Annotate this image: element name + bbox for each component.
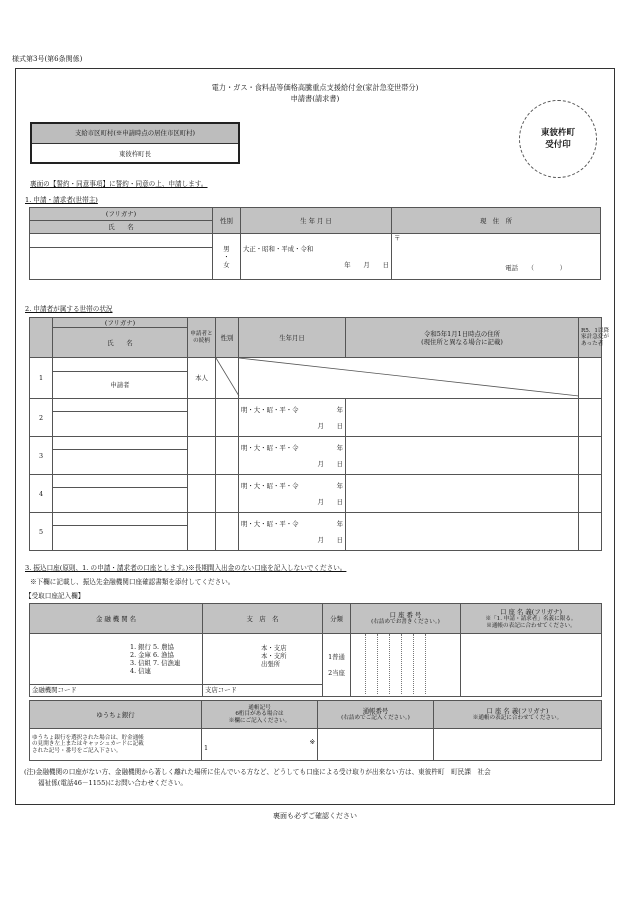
household-row xyxy=(30,358,602,372)
account-type-1: 1普通 xyxy=(328,653,345,661)
holder-sub1: ※「1. 申請・請求者」名義に限る。 xyxy=(485,616,577,623)
row-number: 5 xyxy=(30,513,53,551)
member-address-field[interactable] xyxy=(346,437,579,475)
bank-code-field[interactable] xyxy=(30,684,203,696)
bank-code-label: 金融機関コード xyxy=(32,686,77,695)
applicant-dob-header: 生 年 月 日 xyxy=(241,208,392,234)
branch-types-3: 出張所 xyxy=(261,660,281,668)
household-address-line1: 令和5年1月1日時点の住所 xyxy=(423,329,501,338)
household-address-header xyxy=(346,318,579,358)
dob-eras: 明・大・昭・平・令 xyxy=(241,443,299,452)
household-row xyxy=(30,513,602,526)
member-sudden-field[interactable] xyxy=(579,475,602,513)
symbol-asterisk: ※ xyxy=(309,737,315,746)
yucho-holder-header xyxy=(434,701,602,729)
form-title xyxy=(15,82,615,104)
footer-note-1: (注)金融機関の口座がない方、金融機関から著しく離れた場所に住んでいる方など、どうしても口座による受け取りが出来ない方は、東彼杵町 町民課 社会 xyxy=(24,768,491,776)
section2-title: 2. 申請者が属する世帯の状況 xyxy=(25,305,113,313)
member-relation-field[interactable] xyxy=(188,513,216,551)
applicant-gender-field[interactable] xyxy=(213,234,241,280)
applicant-dob-field[interactable] xyxy=(241,234,392,280)
account-number-field[interactable] xyxy=(351,634,461,697)
row-number: 3 xyxy=(30,437,53,475)
sudden-line3: あった者 xyxy=(581,340,604,347)
account-type-header: 分類 xyxy=(323,604,351,634)
yucho-header: ゆうちょ銀行 xyxy=(30,701,202,729)
holder-title: 口 座 名 義(フリガナ) xyxy=(500,608,562,617)
holder-sub2: ※通帳の表記に合わせてください。 xyxy=(486,622,576,629)
footer-note-2: 福祉係(電話46－1155)にお問い合わせください。 xyxy=(38,779,188,787)
member-sudden-field[interactable] xyxy=(579,399,602,437)
branch-types-2: 本・支所 xyxy=(261,652,287,660)
member-dob-field[interactable] xyxy=(239,513,346,551)
row-number: 4 xyxy=(30,475,53,513)
yucho-instructions xyxy=(30,729,202,761)
household-address-line2: (現住所と異なる場合に記載) xyxy=(421,337,503,346)
phone-label: 電話 （ ） xyxy=(505,264,566,272)
bank-types-4: 4. 信連 xyxy=(130,666,151,675)
member-gender-field[interactable] xyxy=(216,399,239,437)
dob-eras: 明・大・昭・平・令 xyxy=(241,405,299,414)
household-table xyxy=(29,317,610,551)
row-number: 1 xyxy=(30,358,53,399)
dob-year: 年 xyxy=(336,481,343,490)
dob-year: 年 xyxy=(336,519,343,528)
municipality-header: 支給市区町村(※申請時点の居住市区町村) xyxy=(32,124,238,144)
yucho-table xyxy=(29,700,602,761)
municipality-box xyxy=(30,122,240,164)
postal-mark: 〒 xyxy=(394,234,401,242)
applicant-name-header: 氏 名 xyxy=(30,221,213,234)
account-holder-field[interactable] xyxy=(461,634,602,697)
bank-types-1: 1. 銀行 5. 農協 xyxy=(130,642,174,651)
gender-male: 男 xyxy=(223,244,230,253)
household-row xyxy=(30,475,602,488)
applicant-gender-header: 性別 xyxy=(213,208,241,234)
applicant-furigana-field[interactable] xyxy=(30,234,213,248)
account-number-sub: (右詰めでお書きください。) xyxy=(371,619,440,626)
household-sudden-header xyxy=(579,318,610,358)
bank-account-table xyxy=(29,603,602,697)
yucho-holder-sub: ※通帳の表記に合わせてください。 xyxy=(472,715,563,722)
applicant-name-field[interactable] xyxy=(30,248,213,280)
yucho-holder-field[interactable] xyxy=(434,729,602,761)
household-relation-header: 申請者との続柄 xyxy=(188,318,216,358)
passbook-symbol-sub2: ※欄にご記入ください。 xyxy=(228,717,291,724)
dob-ymd: 年 月 日 xyxy=(344,260,389,269)
diagonal-strike xyxy=(239,358,579,396)
bank-name-field[interactable] xyxy=(30,634,203,685)
yucho-note-1: ゆうちょ銀行を選択された場合は、貯金通帳 xyxy=(32,734,144,741)
yucho-note-2: の見開き左上またはキャッシュカードに記載 xyxy=(32,741,144,748)
bank-types-2: 2. 金庫 6. 漁協 xyxy=(130,650,174,659)
account-holder-header xyxy=(461,604,602,634)
member-relation-field[interactable] xyxy=(188,399,216,437)
passbook-symbol-sub1: 6桁目がある場合は xyxy=(235,711,284,718)
stamp-label: 受付印 xyxy=(545,140,571,150)
title-line-2: 申請書(請求書) xyxy=(290,94,340,103)
branch-types-1: 本・支店 xyxy=(261,644,287,652)
dob-md: 月 日 xyxy=(317,459,343,468)
reception-stamp xyxy=(519,100,597,178)
dob-md: 月 日 xyxy=(317,497,343,506)
yucho-note-3: された記号・番号をご記入下さい。 xyxy=(32,747,122,754)
dob-md: 月 日 xyxy=(317,421,343,430)
section1-title: 1. 申請・請求者(世帯主) xyxy=(25,196,98,204)
member-dob-address-na xyxy=(239,358,579,399)
member-dob-field[interactable] xyxy=(239,399,346,437)
branch-name-header: 支 店 名 xyxy=(203,604,323,634)
applicant-furigana-header: (フリガナ) xyxy=(30,208,213,221)
member-sudden-field[interactable] xyxy=(579,358,602,399)
member-furigana-field[interactable] xyxy=(53,437,188,450)
member-name-field[interactable] xyxy=(53,412,188,437)
dob-eras: 明・大・昭・平・令 xyxy=(241,481,299,490)
row-number: 2 xyxy=(30,399,53,437)
title-line-1: 電力・ガス・食料品等価格高騰重点支援給付金(家計急変世帯分) xyxy=(211,83,419,92)
applicant-table xyxy=(29,207,601,280)
account-type-field[interactable] xyxy=(323,634,351,697)
household-dob-header: 生年月日 xyxy=(239,318,346,358)
form-number: 様式第3号(第6条関係) xyxy=(12,55,83,63)
back-side-notice: 裏面も必ずご確認ください xyxy=(273,812,357,820)
passbook-number-sub: (右詰めでご記入ください。) xyxy=(341,715,410,722)
account-section-label: 【受取口座記入欄】 xyxy=(25,592,85,600)
member-name-field[interactable] xyxy=(53,450,188,475)
household-name-header: 氏 名 xyxy=(53,328,188,358)
passbook-number-title: 通帳番号 xyxy=(362,707,389,716)
passbook-symbol-field[interactable] xyxy=(202,729,318,761)
sudden-line2: 家計急変が xyxy=(581,334,609,341)
passbook-number-field[interactable] xyxy=(318,729,434,761)
branch-code-label: 支店コード xyxy=(205,686,237,695)
member-name-field[interactable] xyxy=(53,526,188,551)
applicant-address-header: 現 住 所 xyxy=(392,208,601,234)
dob-md: 月 日 xyxy=(317,535,343,544)
section3-title: 3. 振込口座(原則、1. の申請・請求者の口座とします。)※長期間入出金のない口座を記入しないでください。 xyxy=(25,564,347,572)
passbook-number-header xyxy=(318,701,434,729)
account-number-title: 口 座 番 号 xyxy=(389,611,422,620)
dob-year: 年 xyxy=(336,443,343,452)
account-type-2: 2当座 xyxy=(328,669,345,677)
branch-name-field[interactable] xyxy=(203,634,323,685)
member-name-field[interactable] xyxy=(53,488,188,513)
household-furigana-header: (フリガナ) xyxy=(53,318,188,328)
dob-year: 年 xyxy=(336,405,343,414)
gender-dot: ・ xyxy=(223,252,230,261)
applicant-address-field[interactable] xyxy=(392,234,601,280)
member-relation: 本人 xyxy=(188,358,216,399)
member-furigana-field[interactable] xyxy=(53,358,188,372)
household-row xyxy=(30,399,602,412)
member-address-field[interactable] xyxy=(346,475,579,513)
section3-note: ※下欄に記載し、振込先金融機関口座確認書類を添付してください。 xyxy=(30,578,235,586)
account-number-header xyxy=(351,604,461,634)
member-gender-na xyxy=(216,358,239,399)
household-row xyxy=(30,437,602,450)
symbol-prefix: 1 xyxy=(204,743,209,752)
member-relation-field[interactable] xyxy=(188,437,216,475)
gender-female: 女 xyxy=(223,260,230,269)
member-address-field[interactable] xyxy=(346,399,579,437)
stamp-town: 東彼杵町 xyxy=(540,128,575,138)
municipality-name: 東彼杵町長 xyxy=(119,150,151,158)
branch-code-field[interactable] xyxy=(203,684,323,696)
dob-eras: 明・大・昭・平・令 xyxy=(241,519,299,528)
diagonal-strike xyxy=(216,358,239,396)
consent-statement: 裏面の【誓約・同意事項】に誓約・同意の上、申請します。 xyxy=(30,180,208,188)
member-name: 申請者 xyxy=(53,372,188,399)
member-dob-field[interactable] xyxy=(239,437,346,475)
member-sudden-field[interactable] xyxy=(579,437,602,475)
member-address-field[interactable] xyxy=(346,513,579,551)
member-gender-field[interactable] xyxy=(216,437,239,475)
passbook-symbol-title: 通帳記号 xyxy=(248,704,271,711)
bank-name-header: 金 融 機 関 名 xyxy=(30,604,203,634)
member-furigana-field[interactable] xyxy=(53,399,188,412)
sudden-line1: R5．1以降 xyxy=(581,327,610,334)
member-relation-field[interactable] xyxy=(188,475,216,513)
member-gender-field[interactable] xyxy=(216,475,239,513)
member-dob-field[interactable] xyxy=(239,475,346,513)
dob-eras: 大正・昭和・平成・令和 xyxy=(243,244,314,253)
passbook-symbol-header xyxy=(202,701,318,729)
member-furigana-field[interactable] xyxy=(53,475,188,488)
member-sudden-field[interactable] xyxy=(579,513,602,551)
bank-types-3: 3. 信組 7. 信漁連 xyxy=(130,658,181,667)
member-gender-field[interactable] xyxy=(216,513,239,551)
yucho-holder-title: 口 座 名 義(フリガナ) xyxy=(486,707,549,716)
member-furigana-field[interactable] xyxy=(53,513,188,526)
household-gender-header: 性別 xyxy=(216,318,239,358)
